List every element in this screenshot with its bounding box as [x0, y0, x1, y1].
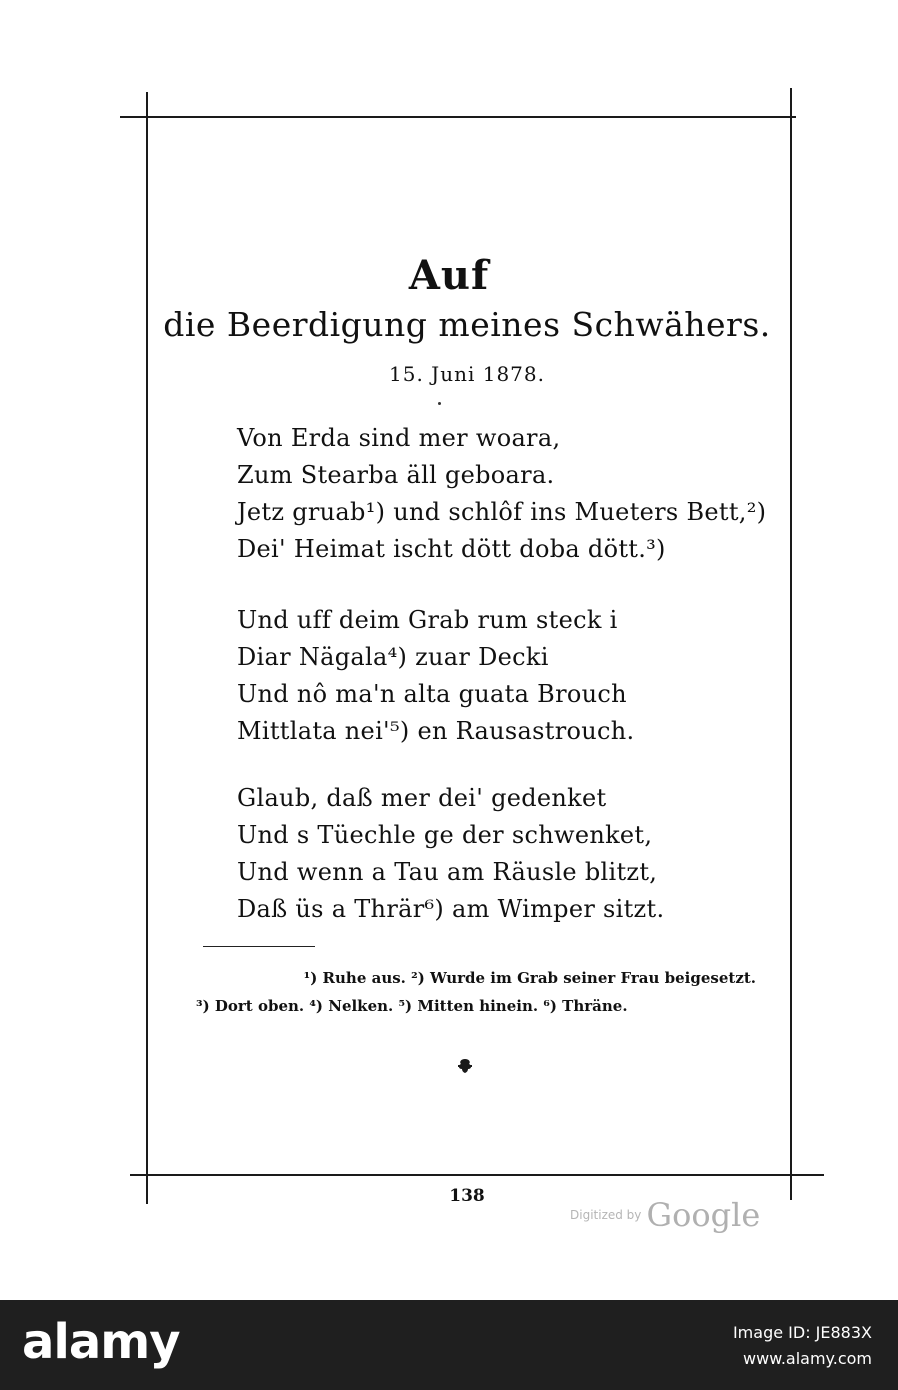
stanza-3: [237, 780, 664, 928]
verse-line: Und wenn a Tau am Räusle blitzt,: [237, 858, 658, 886]
verse-line: Glaub, daß mer dei' gedenket: [237, 784, 607, 812]
verse-line: Von Erda sind mer woara,: [237, 424, 561, 452]
image-id: Image ID: JE883X: [732, 1323, 872, 1342]
poem-title-line2: die Beerdigung meines Schwähers.: [163, 305, 771, 344]
verse-line: Und s Tüechle ge der schwenket,: [237, 821, 653, 849]
footnote-line: ¹) Ruhe aus. ²) Wurde im Grab seiner Frau beigesetzt.: [303, 969, 756, 987]
footnote-separator: [203, 946, 315, 947]
frame-top-rule: [120, 116, 796, 118]
verse-line: Und nô ma'n alta guata Brouch: [237, 680, 627, 708]
verse-line: Daß üs a Thrär⁶) am Wimper sitzt.: [237, 895, 665, 923]
verse-line: Zum Stearba äll geboara.: [237, 461, 555, 489]
poem-title-line1: Auf: [408, 252, 490, 299]
fleuron-icon: [452, 1056, 478, 1080]
digitized-by-label: Digitized by: [570, 1208, 642, 1222]
verse-line: Diar Nägala⁴) zuar Decki: [237, 643, 549, 671]
stanza-2: [237, 602, 634, 750]
frame-bottom-rule: [130, 1174, 824, 1176]
verse-line: Mittlata nei'⁵) en Rausastrouch.: [237, 717, 635, 745]
alamy-logo: alamy: [22, 1314, 180, 1370]
stanza-1: [237, 420, 766, 568]
stock-info: [733, 1320, 872, 1372]
digitized-watermark: [570, 1196, 760, 1234]
google-wordmark: Google: [646, 1196, 761, 1234]
verse-line: Und uff deim Grab rum steck i: [237, 606, 618, 634]
decorative-dot: [438, 402, 441, 405]
stock-footer-bar: [0, 1300, 898, 1390]
page-number: 138: [449, 1186, 485, 1206]
verse-line: Dei' Heimat ischt dött doba dött.³): [237, 535, 666, 563]
footnotes: [196, 964, 756, 1020]
footnote-line: ³) Dort oben. ⁴) Nelken. ⁵) Mitten hinein. ⁶) Thräne.: [196, 997, 628, 1015]
stock-url: www.alamy.com: [743, 1349, 872, 1368]
poem-date: 15. Juni 1878.: [389, 362, 545, 386]
verse-line: Jetz gruab¹) und schlôf ins Mueters Bett,²): [237, 498, 767, 526]
